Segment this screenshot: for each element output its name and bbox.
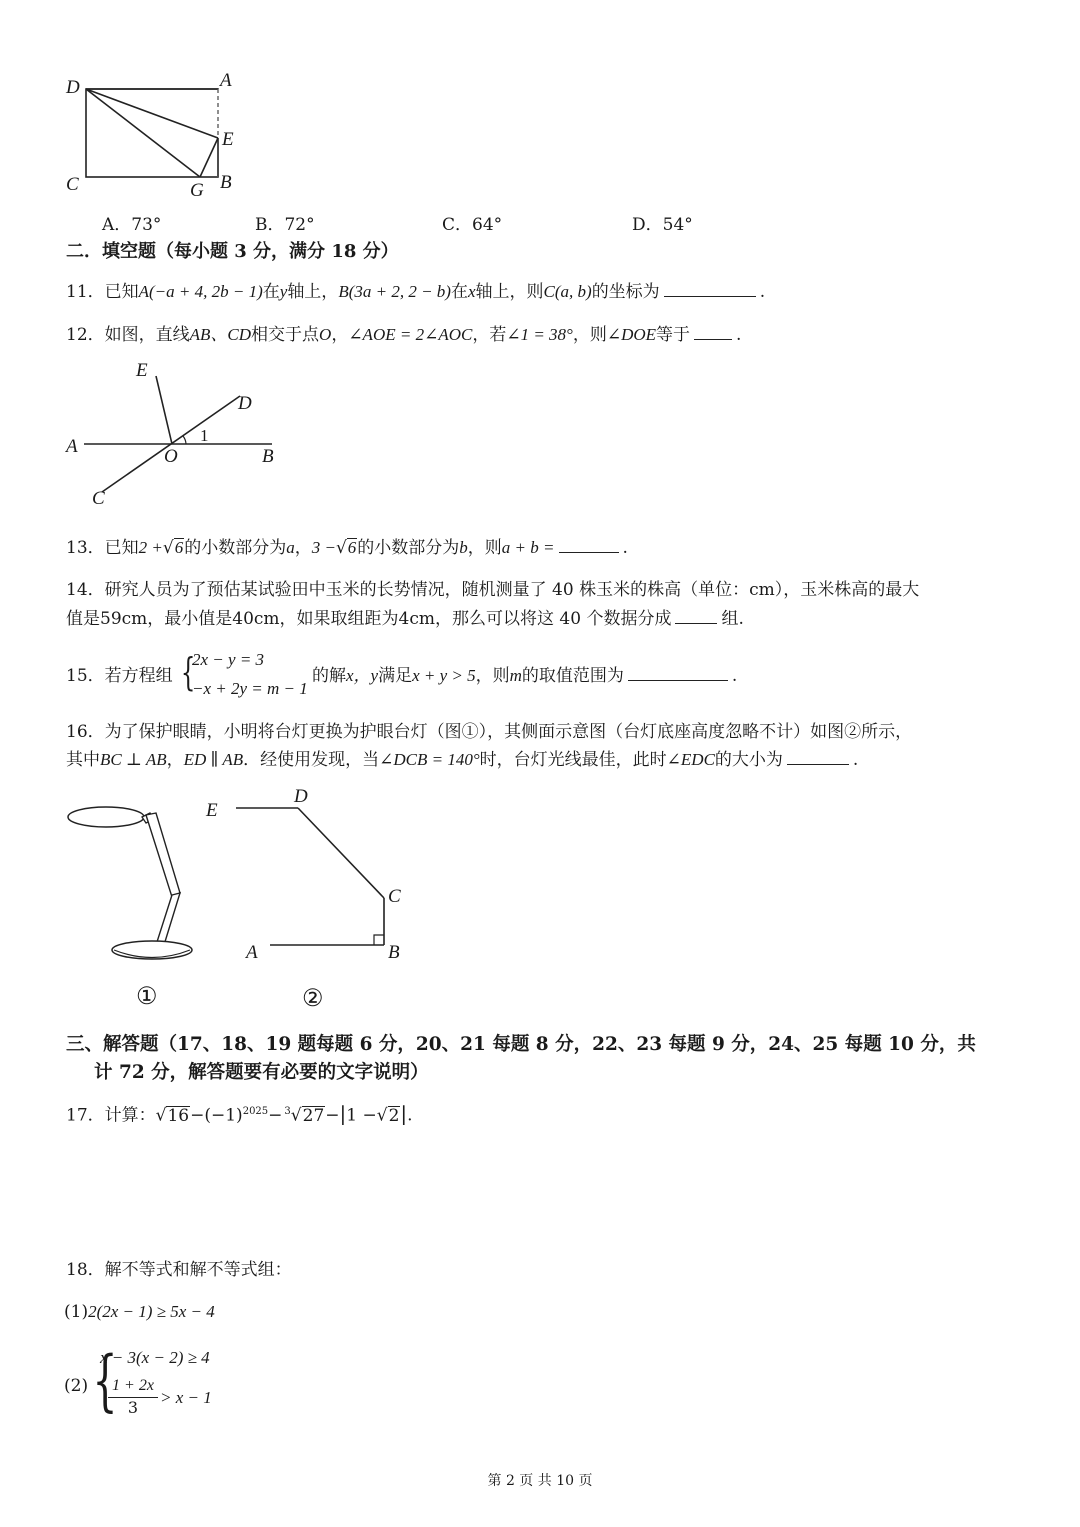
answer-blank[interactable] xyxy=(675,622,717,624)
label-G: G xyxy=(190,180,204,201)
rectangle-fold-figure xyxy=(60,68,260,203)
inequality-2-rhs: > x − 1 xyxy=(160,1388,212,1407)
section-2-title: 二．填空题（每小题 3 分，满分 18 分） xyxy=(66,241,399,262)
question-18-title: 18．解不等式和解不等式组： xyxy=(66,1260,292,1280)
question-13: 13．已知2 +√6的小数部分为a，3 −√6的小数部分为b，则a + b = . xyxy=(66,538,628,558)
answer-blank[interactable] xyxy=(787,763,849,765)
label-B: B xyxy=(388,942,400,963)
system-eq-1: 2x − y = 3 xyxy=(192,650,265,669)
inequality-1: x − 3(x − 2) ≥ 4 xyxy=(100,1348,210,1367)
question-16-line-2: 其中BC ⊥ AB，ED ∥ AB．经使用发现，当∠DCB = 140°时，台灯光线最佳，此时∠EDC的大小为 . xyxy=(66,750,859,770)
desk-lamp-illustration xyxy=(60,795,200,965)
label-D: D xyxy=(294,786,308,807)
question-16-line-1: 16．为了保护眼睛，小明将台灯更换为护眼台灯（图①），其侧面示意图（台灯底座高度忽略不计）如图②所示， xyxy=(66,722,913,742)
label-C: C xyxy=(66,174,79,195)
question-11: 11．已知A(−a + 4, 2b − 1)在y轴上，B(3a + 2, 2 − b)在x轴上，则C(a, b)的坐标为 . xyxy=(66,282,766,302)
section-3-title-line-2: 计 72 分，解答题要有必要的文字说明） xyxy=(94,1062,429,1083)
label-C: C xyxy=(92,488,105,509)
figure-caption-1: ① xyxy=(136,982,158,1010)
system-brace: { xyxy=(180,650,196,694)
label-A: A xyxy=(246,942,258,963)
label-A: A xyxy=(66,436,78,457)
choice-a: A．73° xyxy=(102,215,162,235)
answer-blank[interactable] xyxy=(559,551,619,553)
figure-caption-2: ② xyxy=(302,984,324,1012)
choice-b: B．72° xyxy=(255,215,315,235)
choice-d: D．54° xyxy=(632,215,693,235)
question-12: 12．如图，直线AB、CD相交于点O，∠AOE = 2∠AOC，若∠1 = 38°，则∠DOE等于 . xyxy=(66,325,742,345)
question-14-line-2: 值是59cm，最小值是40cm，如果取组距为4cm，那么可以将这 40 个数据分成 组. xyxy=(66,609,744,629)
label-B: B xyxy=(262,446,274,467)
question-18-part-2-num: (2) xyxy=(64,1376,89,1396)
answer-blank[interactable] xyxy=(694,338,732,340)
label-C: C xyxy=(388,886,401,907)
answer-blank[interactable] xyxy=(628,679,728,681)
question-15-suffix: 的解x，y满足x + y > 5，则m的取值范围为 . xyxy=(312,666,738,686)
label-A: A xyxy=(220,70,232,91)
question-15-prefix: 15．若方程组 xyxy=(66,666,173,686)
system-brace: { xyxy=(92,1342,118,1419)
angle-1-label: 1 xyxy=(200,426,209,445)
label-D: D xyxy=(238,393,252,414)
label-E: E xyxy=(206,800,218,821)
system-eq-2: −x + 2y = m − 1 xyxy=(192,679,308,698)
label-E: E xyxy=(222,129,234,150)
label-B: B xyxy=(220,172,232,193)
intersecting-lines-figure xyxy=(62,356,292,511)
page-footer: 第 2 页 共 10 页 xyxy=(487,1473,593,1489)
label-O: O xyxy=(164,446,178,467)
question-14-line-1: 14．研究人员为了预估某试验田中玉米的长势情况，随机测量了 40 株玉米的株高（单位：cm），玉米株高的最大 xyxy=(66,580,920,600)
question-17: 17．计算：$√16-(-1)^{2025}- ^3√27-|1 -√2|$. xyxy=(66,1101,413,1126)
label-D: D xyxy=(66,77,80,98)
choice-c: C．64° xyxy=(442,215,503,235)
fraction: 1 + 2x 3 xyxy=(108,1376,158,1418)
section-3-title-line-1: 三、解答题（17、18、19 题每题 6 分，20、21 每题 8 分，22、23 每题 9 分，24、25 每题 10 分，共 xyxy=(66,1034,976,1055)
lamp-schematic-figure xyxy=(206,782,426,972)
answer-blank[interactable] xyxy=(664,295,756,297)
label-E: E xyxy=(136,360,148,381)
question-18-part-1: (1)2(2x − 1) ≥ 5x − 4 xyxy=(64,1302,215,1322)
